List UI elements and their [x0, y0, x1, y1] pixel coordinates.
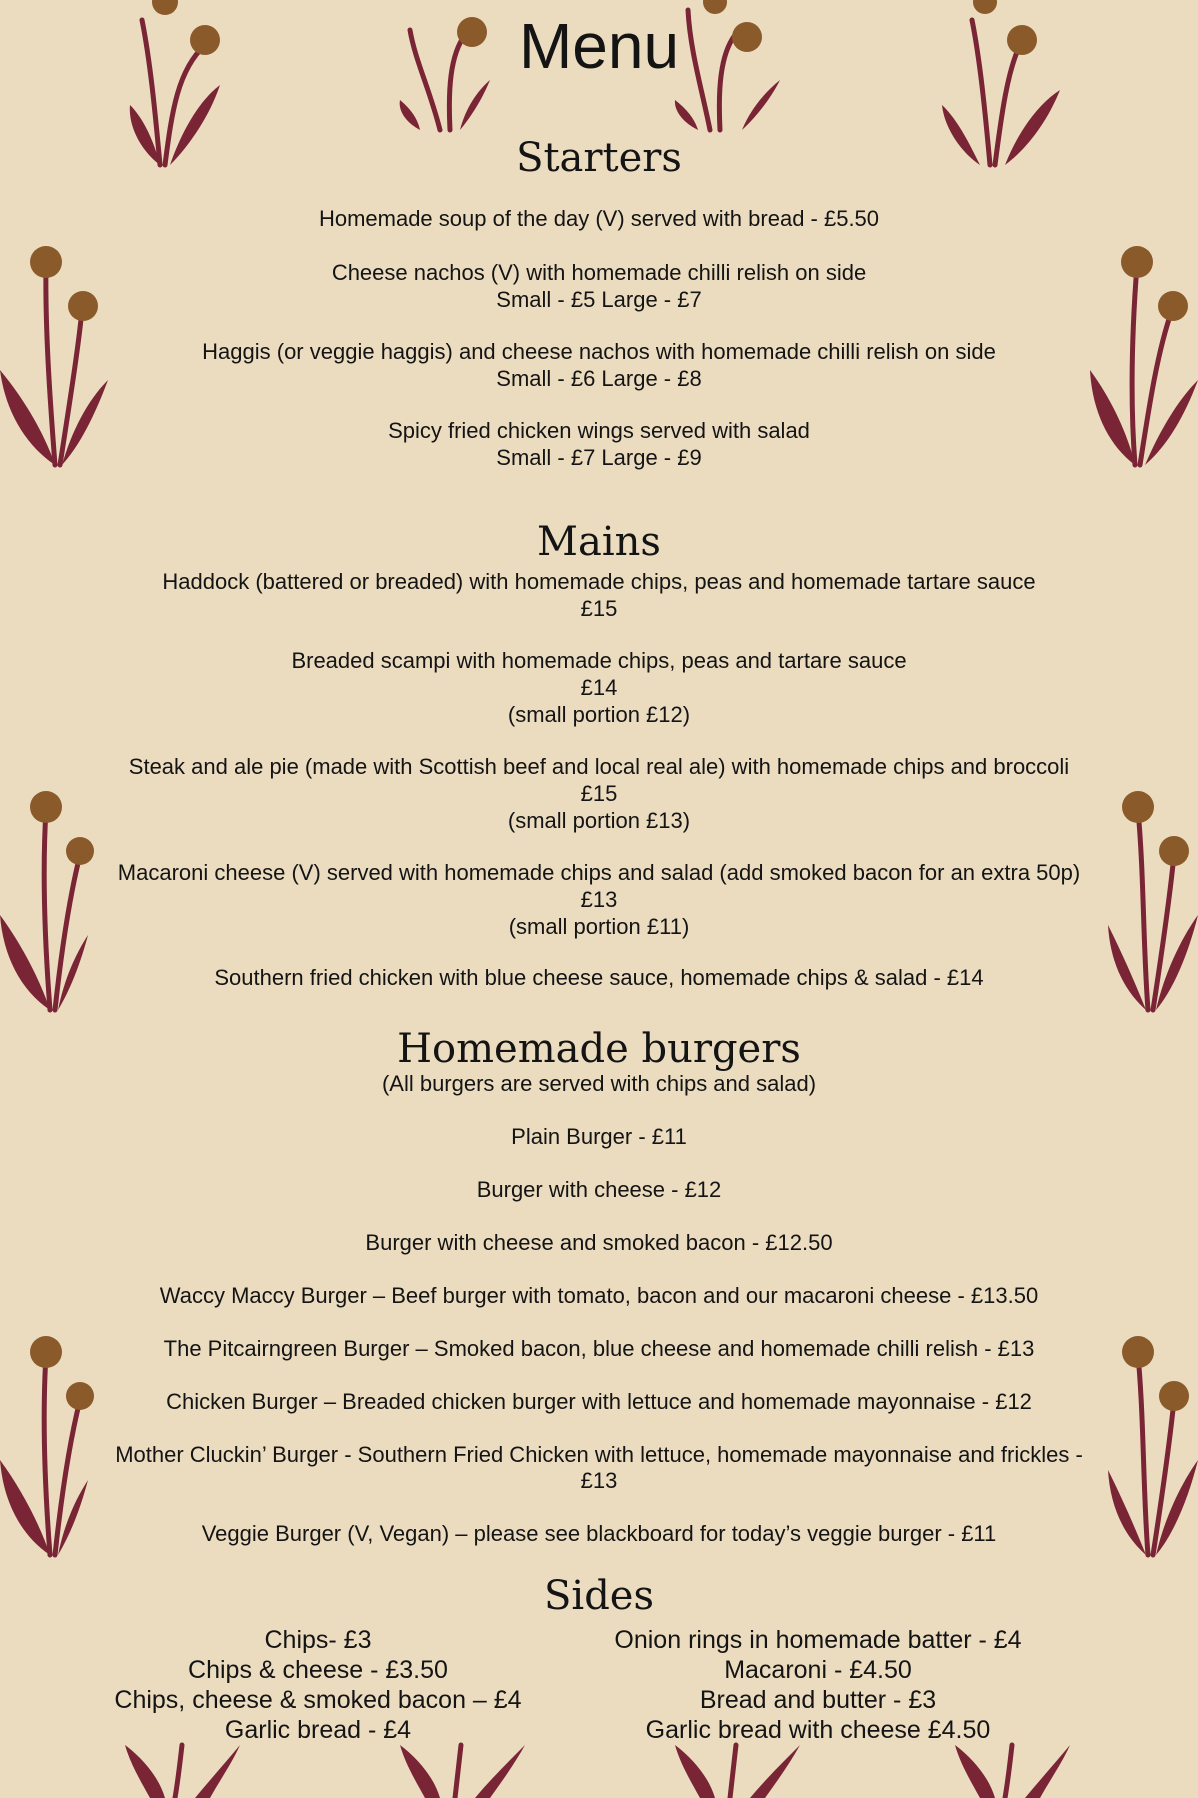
main-item: Haddock (battered or breaded) with homemade chips, peas and homemade tartare sauce [162, 569, 1036, 594]
starter-item: Homemade soup of the day (V) served with bread - £5.50 [318, 206, 880, 231]
main-price: £15 [580, 596, 618, 621]
side-item: Macaroni - £4.50 [724, 1656, 912, 1684]
floral-sprig-icon [950, 1745, 1080, 1798]
starter-item: Spicy fried chicken wings served with salad [388, 418, 810, 443]
burger-item: Burger with cheese - £12 [476, 1177, 722, 1202]
sides-left-column [38, 1625, 598, 1745]
floral-sprig-icon [670, 1745, 810, 1798]
starter-price: Small - £5 Large - £7 [496, 287, 702, 312]
main-price: £13 [580, 887, 618, 912]
main-price: (small portion £12) [507, 702, 691, 727]
side-item: Chips & cheese - £3.50 [188, 1656, 448, 1684]
side-item: Garlic bread with cheese £4.50 [645, 1716, 991, 1744]
main-price: £15 [580, 781, 618, 806]
burger-note: (All burgers are served with chips and salad) [381, 1071, 817, 1096]
burger-item: Plain Burger - £11 [511, 1124, 687, 1149]
side-item: Garlic bread - £4 [224, 1716, 412, 1744]
floral-sprig-icon [120, 1745, 250, 1798]
mains-heading: Mains [537, 519, 661, 565]
main-item: Steak and ale pie (made with Scottish beef and local real ale) with homemade chips and broccoli [128, 754, 1070, 779]
floral-sprig-icon [395, 1745, 535, 1798]
side-item: Chips, cheese & smoked bacon – £4 [114, 1686, 522, 1714]
burger-item: Waccy Maccy Burger – Beef burger with tomato, bacon and our macaroni cheese - £13.50 [159, 1283, 1039, 1308]
burger-item: The Pitcairngreen Burger – Smoked bacon, blue cheese and homemade chilli relish - £13 [163, 1336, 1035, 1361]
starter-price: Small - £6 Large - £8 [496, 366, 702, 391]
main-item: Macaroni cheese (V) served with homemade chips and salad (add smoked bacon for an extra 50p) [117, 860, 1081, 885]
main-price: (small portion £13) [507, 808, 691, 833]
main-item: Southern fried chicken with blue cheese sauce, homemade chips & salad - £14 [214, 965, 984, 990]
burger-price: £13 [580, 1468, 618, 1493]
starter-item: Haggis (or veggie haggis) and cheese nachos with homemade chilli relish on side [202, 339, 996, 364]
sides-right-column [538, 1625, 1098, 1745]
side-item: Bread and butter - £3 [699, 1686, 937, 1714]
burger-item: Burger with cheese and smoked bacon - £12.50 [365, 1230, 833, 1255]
side-item: Onion rings in homemade batter - £4 [614, 1626, 1022, 1654]
burger-item: Mother Cluckin’ Burger - Southern Fried Chicken with lettuce, homemade mayonnaise and frickles - [115, 1442, 1083, 1467]
main-price: £14 [580, 675, 618, 700]
burger-item: Veggie Burger (V, Vegan) – please see blackboard for today’s veggie burger - £11 [201, 1521, 997, 1546]
main-price: (small portion £11) [508, 914, 690, 939]
side-item: Chips- £3 [264, 1626, 372, 1654]
starter-item: Cheese nachos (V) with homemade chilli relish on side [331, 260, 867, 285]
main-item: Breaded scampi with homemade chips, peas and tartare sauce [291, 648, 907, 673]
starters-heading: Starters [516, 135, 682, 181]
burgers-heading: Homemade burgers [397, 1026, 801, 1072]
sides-heading: Sides [544, 1573, 654, 1619]
burger-item: Chicken Burger – Breaded chicken burger with lettuce and homemade mayonnaise - £12 [166, 1389, 1032, 1414]
starter-price: Small - £7 Large - £9 [496, 445, 702, 470]
menu-title: Menu [518, 10, 680, 82]
